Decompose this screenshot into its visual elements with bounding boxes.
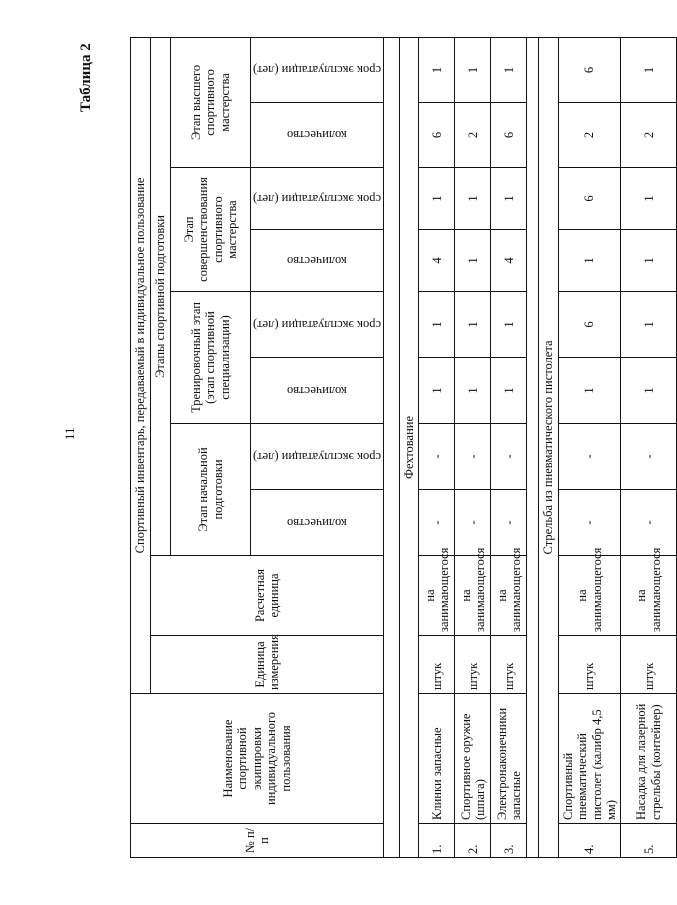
table-row [491,37,527,857]
header-name: Наименование спортивной экипировки индивидуального пользования [131,694,384,824]
row-value: - [419,424,455,490]
row-calc: на занимающегося [491,556,527,636]
row-num: 1. [419,824,455,858]
row-num: 5. [621,824,677,858]
header-qty: количество [251,490,384,556]
header-stage-3: Этап совершенствования спортивного мастерства [171,168,251,292]
row-unit: штук [558,636,621,694]
row-unit: штук [455,636,491,694]
row-value: 1 [491,358,527,424]
row-value: - [621,490,677,556]
row-num: 3. [491,824,527,858]
row-value: 1 [455,230,491,292]
table-caption: Таблица 2 [78,43,94,112]
row-num: 4. [558,824,621,858]
row-value: 1 [621,230,677,292]
row-value: - [491,490,527,556]
header-term: срок эксплуатации (лет) [251,292,384,358]
row-value: 1 [491,168,527,230]
row-value: 1 [455,292,491,358]
row-value: 2 [455,103,491,168]
row-name: Насадка для лазерной стрельбы (контейнер) [621,694,677,824]
equipment-table [130,37,677,858]
header-stages-title: Этапы спортивной подготовки [151,37,171,555]
row-value: 1 [621,37,677,102]
row-calc: на занимающегося [621,556,677,636]
row-value: 1 [419,37,455,102]
row-name: Клинки запасные [419,694,455,824]
row-value: - [455,424,491,490]
row-value: - [558,490,621,556]
row-value: - [491,424,527,490]
header-term: срок эксплуатации (лет) [251,424,384,490]
table-row [455,37,491,857]
row-unit: штук [419,636,455,694]
row-value: - [455,490,491,556]
row-value: - [558,424,621,490]
table-divider [527,37,539,857]
table-row [558,37,621,857]
row-name: Электронаконечники запасные [491,694,527,824]
header-title: Спортивный инвентарь, передаваемый в индивидуальное пользование [131,37,151,693]
row-name: Спортивный пневматический пистолет (калибр 4,5 мм) [558,694,621,824]
header-term: срок эксплуатации (лет) [251,168,384,230]
row-value: 1 [491,292,527,358]
section-title: Фехтование [400,37,419,857]
table-row [621,37,677,857]
section-title: Стрельба из пневматического пистолета [539,37,558,857]
row-value: 1 [455,358,491,424]
header-num: № п/п [131,824,384,858]
row-num: 2. [455,824,491,858]
header-stage-4: Этап высшего спортивного мастерства [171,37,251,167]
row-value: 4 [491,230,527,292]
row-unit: штук [621,636,677,694]
header-term: срок эксплуатации (лет) [251,37,384,102]
header-qty: количество [251,103,384,168]
header-unit: Единица измерения [151,636,384,694]
table-row [419,37,455,857]
row-name: Спортивное оружие (шпага) [455,694,491,824]
row-calc: на занимающегося [455,556,491,636]
row-value: 1 [491,37,527,102]
header-stage-2: Тренировочный этап (этап спортивной специализации) [171,292,251,424]
header-calc: Расчетная единица [151,556,384,636]
row-calc: на занимающегося [419,556,455,636]
row-value: 1 [455,37,491,102]
row-value: 1 [455,168,491,230]
row-value: - [419,490,455,556]
row-value: 1 [419,292,455,358]
row-value: 1 [558,358,621,424]
page-number: 11 [62,427,77,440]
row-value: 4 [419,230,455,292]
row-value: 6 [558,168,621,230]
row-value: 1 [558,230,621,292]
row-value: 2 [621,103,677,168]
row-value: - [621,424,677,490]
row-calc: на занимающегося [558,556,621,636]
header-qty: количество [251,358,384,424]
header-qty: количество [251,230,384,292]
row-value: 1 [419,168,455,230]
row-value: 2 [558,103,621,168]
header-stage-1: Этап начальной подготовки [171,424,251,556]
row-value: 6 [558,292,621,358]
row-value: 1 [621,292,677,358]
row-value: 1 [621,168,677,230]
row-value: 6 [419,103,455,168]
row-value: 1 [419,358,455,424]
row-value: 1 [621,358,677,424]
table-divider [384,37,400,857]
row-value: 6 [491,103,527,168]
row-value: 6 [558,37,621,102]
row-unit: штук [491,636,527,694]
equipment-table-wrapper [130,38,663,858]
